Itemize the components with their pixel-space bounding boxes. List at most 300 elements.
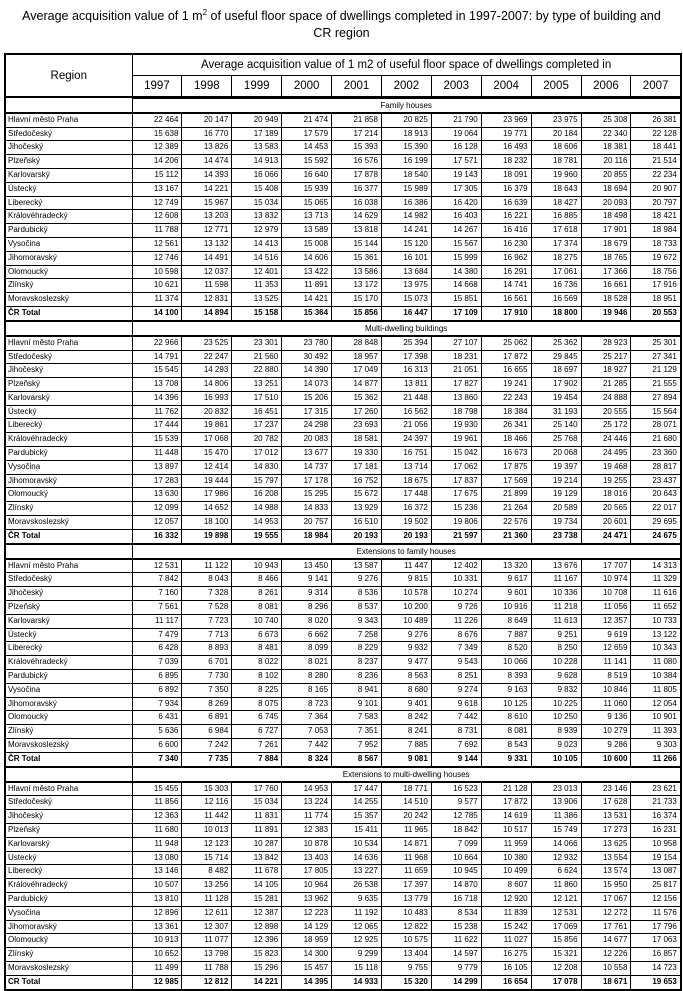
value-cell: 17 761 xyxy=(581,920,631,934)
table-row xyxy=(5,474,681,488)
value-cell: 18 643 xyxy=(531,182,581,196)
region-cell: Jihomoravský xyxy=(5,697,132,711)
value-cell: 13 224 xyxy=(282,796,332,810)
region-cell: Vysočina xyxy=(5,237,132,251)
value-cell: 20 068 xyxy=(531,447,581,461)
region-cell: Zlínský xyxy=(5,948,132,962)
value-cell: 20 553 xyxy=(631,306,681,320)
value-cell: 16 447 xyxy=(381,306,431,320)
value-cell: 7 349 xyxy=(431,642,481,656)
value-cell: 7 442 xyxy=(431,711,481,725)
value-cell: 18 733 xyxy=(631,237,681,251)
value-cell: 16 640 xyxy=(282,168,332,182)
value-cell: 13 422 xyxy=(282,265,332,279)
value-cell: 16 101 xyxy=(381,251,431,265)
value-cell: 18 016 xyxy=(581,488,631,502)
value-cell: 13 684 xyxy=(381,265,431,279)
header-span-row xyxy=(5,54,681,76)
region-cell: Plzeňský xyxy=(5,824,132,838)
value-cell: 11 080 xyxy=(631,656,681,670)
value-cell: 14 380 xyxy=(431,265,481,279)
value-cell: 14 791 xyxy=(132,350,182,364)
value-cell: 6 895 xyxy=(132,670,182,684)
table-row xyxy=(5,879,681,893)
value-cell: 25 140 xyxy=(531,419,581,433)
value-cell: 15 856 xyxy=(531,934,581,948)
table-row xyxy=(5,460,681,474)
region-cell: Vysočina xyxy=(5,460,132,474)
value-cell: 12 659 xyxy=(581,642,631,656)
value-cell: 23 013 xyxy=(531,782,581,796)
value-cell: 18 381 xyxy=(581,141,631,155)
value-cell: 10 287 xyxy=(232,837,282,851)
value-cell: 17 510 xyxy=(232,391,282,405)
value-cell: 17 315 xyxy=(282,405,332,419)
value-cell: 15 999 xyxy=(431,251,481,265)
value-cell: 14 597 xyxy=(431,948,481,962)
table-row xyxy=(5,725,681,739)
value-cell: 18 427 xyxy=(531,196,581,210)
table-row xyxy=(5,697,681,711)
value-cell: 8 280 xyxy=(282,670,332,684)
value-cell: 20 193 xyxy=(332,529,382,543)
value-cell: 18 581 xyxy=(332,433,382,447)
value-cell: 15 411 xyxy=(332,824,382,838)
value-cell: 16 275 xyxy=(481,948,531,962)
value-cell: 8 567 xyxy=(332,752,382,766)
value-cell: 14 100 xyxy=(132,306,182,320)
value-cell: 15 939 xyxy=(282,182,332,196)
table-row xyxy=(5,210,681,224)
region-cell: Olomoucký xyxy=(5,488,132,502)
value-cell: 20 797 xyxy=(631,196,681,210)
value-cell: 15 823 xyxy=(232,948,282,962)
value-cell: 18 913 xyxy=(381,127,431,141)
value-cell: 12 363 xyxy=(132,810,182,824)
value-cell: 17 109 xyxy=(431,306,481,320)
value-cell: 14 421 xyxy=(282,293,332,307)
value-cell: 21 858 xyxy=(332,113,382,127)
value-cell: 9 401 xyxy=(381,697,431,711)
value-cell: 12 357 xyxy=(581,614,631,628)
page-title-superscript: 2 xyxy=(202,7,208,17)
value-cell: 19 468 xyxy=(581,460,631,474)
table-body xyxy=(5,97,681,989)
value-cell: 9 726 xyxy=(431,601,481,615)
value-cell: 17 214 xyxy=(332,127,382,141)
region-cell: Liberecký xyxy=(5,419,132,433)
table-row xyxy=(5,196,681,210)
value-cell: 18 231 xyxy=(431,350,481,364)
value-cell: 17 760 xyxy=(232,782,282,796)
value-cell: 18 842 xyxy=(431,824,481,838)
value-cell: 13 574 xyxy=(581,865,631,879)
value-cell: 7 350 xyxy=(182,683,232,697)
value-cell: 20 907 xyxy=(631,182,681,196)
value-cell: 15 390 xyxy=(381,141,431,155)
value-cell: 16 105 xyxy=(481,961,531,975)
value-cell: 13 586 xyxy=(332,265,382,279)
value-cell: 22 340 xyxy=(581,127,631,141)
region-cell: Královéhradecký xyxy=(5,210,132,224)
value-cell: 9 286 xyxy=(581,739,631,753)
value-cell: 16 291 xyxy=(481,265,531,279)
value-cell: 14 395 xyxy=(282,975,332,989)
value-cell: 8 680 xyxy=(381,683,431,697)
value-cell: 13 203 xyxy=(182,210,232,224)
table-row xyxy=(5,265,681,279)
value-cell: 20 116 xyxy=(581,155,631,169)
value-cell: 20 855 xyxy=(581,168,631,182)
region-cell: ČR Total xyxy=(5,529,132,543)
value-cell: 8 893 xyxy=(182,642,232,656)
value-cell: 10 013 xyxy=(182,824,232,838)
value-cell: 12 812 xyxy=(182,975,232,989)
value-cell: 13 251 xyxy=(232,378,282,392)
value-cell: 21 360 xyxy=(481,529,531,543)
value-cell: 7 099 xyxy=(431,837,481,851)
value-cell: 24 888 xyxy=(581,391,631,405)
value-cell: 14 390 xyxy=(282,364,332,378)
value-cell: 8 250 xyxy=(531,642,581,656)
table-row xyxy=(5,642,681,656)
value-cell: 10 575 xyxy=(381,934,431,948)
value-cell: 16 451 xyxy=(232,405,282,419)
value-cell: 13 713 xyxy=(282,210,332,224)
value-cell: 15 321 xyxy=(531,948,581,962)
header-year-cell: 1998 xyxy=(182,75,232,97)
value-cell: 14 606 xyxy=(282,251,332,265)
value-cell: 20 147 xyxy=(182,113,232,127)
value-cell: 8 237 xyxy=(332,656,382,670)
region-cell: Karlovarský xyxy=(5,837,132,851)
table-row xyxy=(5,656,681,670)
value-cell: 17 448 xyxy=(381,488,431,502)
value-cell: 30 492 xyxy=(282,350,332,364)
value-cell: 14 830 xyxy=(232,460,282,474)
table-row xyxy=(5,141,681,155)
value-cell: 23 969 xyxy=(481,113,531,127)
value-cell: 13 962 xyxy=(282,892,332,906)
value-cell: 9 617 xyxy=(481,573,531,587)
value-cell: 19 555 xyxy=(232,529,282,543)
value-cell: 11 056 xyxy=(581,601,631,615)
value-cell: 11 659 xyxy=(381,865,431,879)
value-cell: 8 020 xyxy=(282,614,332,628)
value-cell: 19 946 xyxy=(581,306,631,320)
value-cell: 11 576 xyxy=(631,906,681,920)
value-cell: 14 933 xyxy=(332,975,382,989)
value-cell: 8 482 xyxy=(182,865,232,879)
value-cell: 13 525 xyxy=(232,293,282,307)
value-cell: 16 993 xyxy=(182,391,232,405)
value-cell: 13 677 xyxy=(282,447,332,461)
value-cell: 14 453 xyxy=(282,141,332,155)
table-row xyxy=(5,391,681,405)
table-row xyxy=(5,670,681,684)
region-cell: Středočeský xyxy=(5,796,132,810)
value-cell: 7 053 xyxy=(282,725,332,739)
value-cell: 15 361 xyxy=(332,251,382,265)
value-cell: 14 988 xyxy=(232,502,282,516)
total-row xyxy=(5,529,681,543)
value-cell: 17 986 xyxy=(182,488,232,502)
region-cell: Královéhradecký xyxy=(5,656,132,670)
total-row xyxy=(5,975,681,989)
region-cell: Plzeňský xyxy=(5,155,132,169)
value-cell: 10 878 xyxy=(282,837,332,851)
region-cell: Moravskoslezský xyxy=(5,516,132,530)
value-cell: 12 057 xyxy=(132,516,182,530)
value-cell: 22 234 xyxy=(631,168,681,182)
region-cell: Pardubický xyxy=(5,670,132,684)
value-cell: 14 066 xyxy=(531,837,581,851)
value-cell: 15 638 xyxy=(132,127,182,141)
value-cell: 11 613 xyxy=(531,614,581,628)
value-cell: 8 466 xyxy=(232,573,282,587)
table-row xyxy=(5,739,681,753)
value-cell: 22 880 xyxy=(232,364,282,378)
region-cell: Hlavní město Praha xyxy=(5,336,132,350)
value-cell: 8 520 xyxy=(481,642,531,656)
value-cell: 6 624 xyxy=(531,865,581,879)
value-cell: 13 826 xyxy=(182,141,232,155)
value-cell: 17 901 xyxy=(581,224,631,238)
value-cell: 10 964 xyxy=(282,879,332,893)
value-cell: 8 563 xyxy=(381,670,431,684)
value-cell: 15 170 xyxy=(332,293,382,307)
value-cell: 10 740 xyxy=(232,614,282,628)
value-cell: 12 099 xyxy=(132,502,182,516)
value-cell: 9 251 xyxy=(531,628,581,642)
value-cell: 9 815 xyxy=(381,573,431,587)
table-row xyxy=(5,865,681,879)
value-cell: 9 144 xyxy=(431,752,481,766)
value-cell: 13 172 xyxy=(332,279,382,293)
section-banner-spacer xyxy=(5,544,132,559)
value-cell: 16 576 xyxy=(332,155,382,169)
value-cell: 29 845 xyxy=(531,350,581,364)
table-row xyxy=(5,364,681,378)
value-cell: 8 723 xyxy=(282,697,332,711)
value-cell: 18 984 xyxy=(282,529,332,543)
value-cell: 6 892 xyxy=(132,683,182,697)
value-cell: 13 708 xyxy=(132,378,182,392)
value-cell: 11 027 xyxy=(481,934,531,948)
value-cell: 16 066 xyxy=(232,168,282,182)
value-cell: 10 558 xyxy=(581,961,631,975)
value-cell: 19 961 xyxy=(431,433,481,447)
region-cell: Olomoucký xyxy=(5,934,132,948)
value-cell: 10 733 xyxy=(631,614,681,628)
value-cell: 17 374 xyxy=(531,237,581,251)
section-banner-row xyxy=(5,767,681,782)
value-cell: 11 117 xyxy=(132,614,182,628)
value-cell: 10 228 xyxy=(531,656,581,670)
table-row xyxy=(5,224,681,238)
value-cell: 13 818 xyxy=(332,224,382,238)
table-row xyxy=(5,628,681,642)
value-cell: 14 877 xyxy=(332,378,382,392)
value-cell: 10 846 xyxy=(581,683,631,697)
value-cell: 13 906 xyxy=(531,796,581,810)
value-cell: 12 121 xyxy=(531,892,581,906)
region-cell: Zlínský xyxy=(5,279,132,293)
value-cell: 19 861 xyxy=(182,419,232,433)
region-cell: Královéhradecký xyxy=(5,879,132,893)
value-cell: 7 442 xyxy=(282,739,332,753)
value-cell: 17 049 xyxy=(332,364,382,378)
value-cell: 22 247 xyxy=(182,350,232,364)
value-cell: 22 243 xyxy=(481,391,531,405)
value-cell: 18 927 xyxy=(581,364,631,378)
value-cell: 15 393 xyxy=(332,141,382,155)
value-cell: 7 258 xyxy=(332,628,382,642)
value-cell: 12 896 xyxy=(132,906,182,920)
value-cell: 15 296 xyxy=(232,961,282,975)
value-cell: 8 536 xyxy=(332,587,382,601)
value-cell: 11 374 xyxy=(132,293,182,307)
value-cell: 12 746 xyxy=(132,251,182,265)
value-cell: 10 652 xyxy=(132,948,182,962)
value-cell: 18 275 xyxy=(531,251,581,265)
value-cell: 13 810 xyxy=(132,892,182,906)
value-cell: 23 146 xyxy=(581,782,631,796)
value-cell: 16 718 xyxy=(431,892,481,906)
header-year-cell: 2005 xyxy=(531,75,581,97)
value-cell: 25 394 xyxy=(381,336,431,350)
value-cell: 11 622 xyxy=(431,934,481,948)
value-cell: 9 314 xyxy=(282,587,332,601)
value-cell: 13 531 xyxy=(581,810,631,824)
value-cell: 25 062 xyxy=(481,336,531,350)
value-cell: 14 313 xyxy=(631,559,681,573)
value-cell: 18 984 xyxy=(631,224,681,238)
value-cell: 7 884 xyxy=(232,752,282,766)
table-row xyxy=(5,182,681,196)
table-row xyxy=(5,920,681,934)
section-banner-row xyxy=(5,544,681,559)
value-cell: 18 528 xyxy=(581,293,631,307)
value-cell: 6 984 xyxy=(182,725,232,739)
value-cell: 29 695 xyxy=(631,516,681,530)
value-cell: 17 707 xyxy=(581,559,631,573)
value-cell: 11 788 xyxy=(182,961,232,975)
value-cell: 23 525 xyxy=(182,336,232,350)
value-cell: 15 008 xyxy=(282,237,332,251)
value-cell: 27 107 xyxy=(431,336,481,350)
header-year-cell: 2007 xyxy=(631,75,681,97)
value-cell: 13 087 xyxy=(631,865,681,879)
value-cell: 16 562 xyxy=(381,405,431,419)
value-cell: 17 571 xyxy=(431,155,481,169)
value-cell: 19 806 xyxy=(431,516,481,530)
table-row xyxy=(5,837,681,851)
value-cell: 16 379 xyxy=(481,182,531,196)
value-cell: 8 324 xyxy=(282,752,332,766)
value-cell: 9 343 xyxy=(332,614,382,628)
region-cell: CR Total xyxy=(5,975,132,989)
value-cell: 16 372 xyxy=(381,502,431,516)
value-cell: 18 800 xyxy=(531,306,581,320)
value-cell: 17 062 xyxy=(431,460,481,474)
value-cell: 11 226 xyxy=(431,614,481,628)
value-cell: 19 241 xyxy=(481,378,531,392)
value-cell: 15 989 xyxy=(381,182,431,196)
value-cell: 18 781 xyxy=(531,155,581,169)
header-year-cell: 1997 xyxy=(132,75,182,97)
value-cell: 6 600 xyxy=(132,739,182,753)
value-cell: 10 943 xyxy=(232,559,282,573)
value-cell: 14 129 xyxy=(282,920,332,934)
value-cell: 12 389 xyxy=(132,141,182,155)
value-cell: 23 975 xyxy=(531,113,581,127)
value-cell: 9 618 xyxy=(431,697,481,711)
value-cell: 14 737 xyxy=(282,460,332,474)
value-cell: 18 694 xyxy=(581,182,631,196)
value-cell: 28 923 xyxy=(581,336,631,350)
value-cell: 31 193 xyxy=(531,405,581,419)
value-cell: 7 885 xyxy=(381,739,431,753)
header-year-cell: 1999 xyxy=(232,75,282,97)
value-cell: 21 056 xyxy=(381,419,431,433)
value-cell: 17 872 xyxy=(481,796,531,810)
value-cell: 7 528 xyxy=(182,601,232,615)
table-row xyxy=(5,279,681,293)
value-cell: 15 112 xyxy=(132,168,182,182)
value-cell: 11 762 xyxy=(132,405,182,419)
value-cell: 17 237 xyxy=(232,419,282,433)
value-cell: 13 714 xyxy=(381,460,431,474)
value-cell: 15 120 xyxy=(381,237,431,251)
value-cell: 15 236 xyxy=(431,502,481,516)
table-row xyxy=(5,601,681,615)
value-cell: 23 437 xyxy=(631,474,681,488)
region-cell: Pardubický xyxy=(5,892,132,906)
value-cell: 12 054 xyxy=(631,697,681,711)
value-cell: 13 080 xyxy=(132,851,182,865)
value-cell: 12 831 xyxy=(182,293,232,307)
region-cell: Jihomoravský xyxy=(5,474,132,488)
value-cell: 7 583 xyxy=(332,711,382,725)
value-cell: 14 105 xyxy=(232,879,282,893)
value-cell: 10 489 xyxy=(381,614,431,628)
value-cell: 11 077 xyxy=(182,934,232,948)
value-cell: 12 932 xyxy=(531,851,581,865)
value-cell: 16 416 xyxy=(481,224,531,238)
value-cell: 8 241 xyxy=(381,725,431,739)
value-cell: 13 897 xyxy=(132,460,182,474)
value-cell: 11 965 xyxy=(381,824,431,838)
value-cell: 17 061 xyxy=(531,265,581,279)
value-cell: 25 362 xyxy=(531,336,581,350)
table-row xyxy=(5,934,681,948)
value-cell: 12 771 xyxy=(182,224,232,238)
table-row xyxy=(5,948,681,962)
value-cell: 19 898 xyxy=(182,529,232,543)
value-cell: 9 635 xyxy=(332,892,382,906)
value-cell: 27 341 xyxy=(631,350,681,364)
value-cell: 14 474 xyxy=(182,155,232,169)
value-cell: 8 075 xyxy=(232,697,282,711)
value-cell: 15 749 xyxy=(531,824,581,838)
region-cell: Jihočeský xyxy=(5,587,132,601)
table-row xyxy=(5,237,681,251)
value-cell: 12 414 xyxy=(182,460,232,474)
value-cell: 11 891 xyxy=(282,279,332,293)
value-cell: 16 510 xyxy=(332,516,382,530)
value-cell: 18 421 xyxy=(631,210,681,224)
